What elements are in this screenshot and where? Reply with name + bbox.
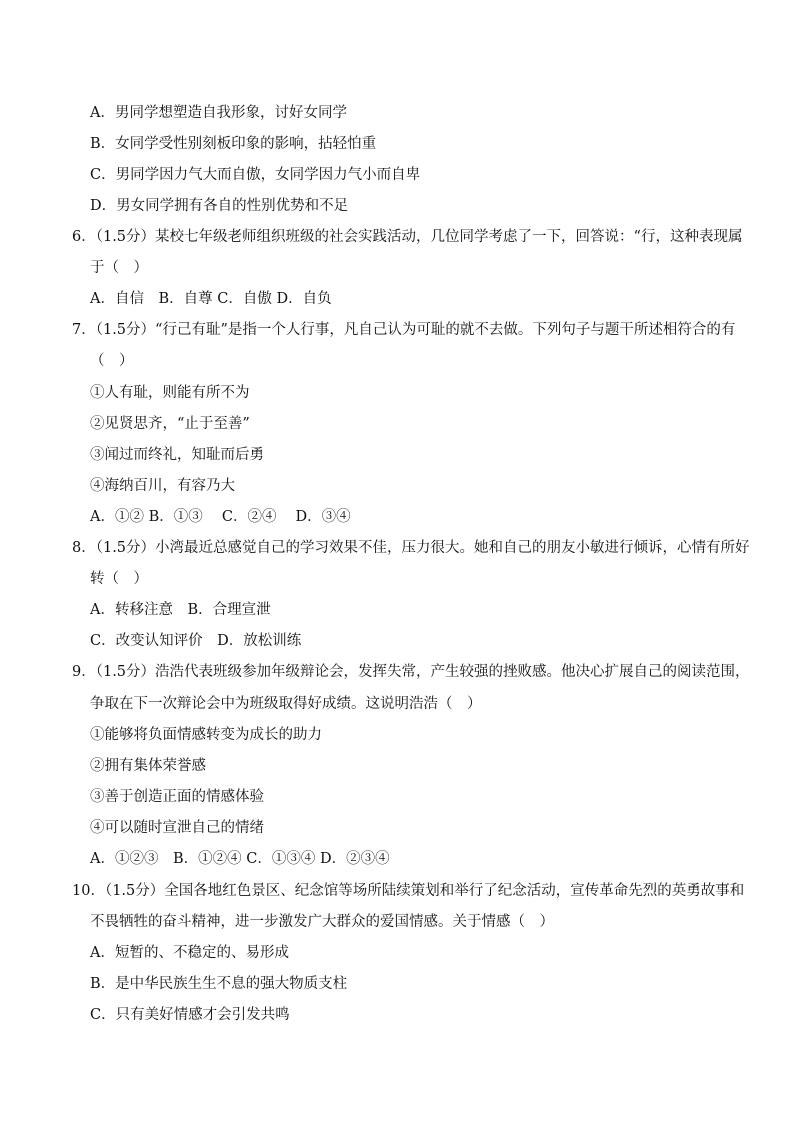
question-8-stem-continued: 转（ ）	[90, 571, 148, 587]
question-6-options: A．自信 B．自尊 C．自傲 D．自负	[90, 291, 332, 307]
question-9-item-3: ③善于创造正面的情感体验	[90, 789, 264, 805]
question-7-stem: 7．（1.5分）“行己有耻”是指一个人行事，凡自己认为可耻的就不去做。下列句子与题干所述相符合的有	[72, 322, 736, 338]
question-9-item-1: ①能够将负面情感转变为成长的助力	[90, 727, 322, 743]
question-7-item-1: ①人有耻，则能有所不为	[90, 385, 250, 401]
question-9-item-2: ②拥有集体荣誉感	[90, 758, 206, 774]
question-10-option-a: A．短暂的、不稳定的、易形成	[90, 945, 289, 961]
question-10-option-c: C．只有美好情感才会引发共鸣	[90, 1007, 290, 1023]
question-7-stem-continued: （ ）	[90, 353, 134, 369]
question-10-stem: 10．（1.5分）全国各地红色景区、纪念馆等场所陆续策划和举行了纪念活动，宣传革命先烈的英勇故事和	[72, 883, 745, 899]
question-6-stem-continued: 于（ ）	[90, 260, 148, 276]
question-9-stem: 9．（1.5分）浩浩代表班级参加年级辩论会，发挥失常，产生较强的挫败感。他决心扩展自己的阅读范围，	[72, 664, 750, 680]
question-9-options: A．①②③ B．①②④ C．①③④ D．②③④	[90, 851, 390, 867]
question-7-item-4: ④海纳百川，有容乃大	[90, 478, 235, 494]
option-line: C．男同学因力气大而自傲，女同学因力气小而自卑	[90, 167, 421, 183]
option-line: D．男女同学拥有各自的性别优势和不足	[90, 198, 349, 214]
option-line: A．男同学想塑造自我形象，讨好女同学	[90, 105, 347, 121]
question-9-item-4: ④可以随时宣泄自己的情绪	[90, 820, 264, 836]
question-10-option-b: B．是中华民族生生不息的强大物质支柱	[90, 976, 348, 992]
question-7-item-3: ③闻过而终礼，知耻而后勇	[90, 447, 264, 463]
question-8-options-cd: C．改变认知评价 D．放松训练	[90, 633, 302, 649]
question-6-stem: 6．（1.5分）某校七年级老师组织班级的社会实践活动，几位同学考虑了一下，回答说：“行，这种表现属	[72, 229, 743, 245]
question-7-item-2: ②见贤思齐，“止于至善”	[90, 416, 250, 432]
option-line: B．女同学受性别刻板印象的影响，拈轻怕重	[90, 136, 377, 152]
question-8-options-ab: A．转移注意 B．合理宣泄	[90, 602, 271, 618]
question-8-stem: 8．（1.5分）小湾最近总感觉自己的学习效果不佳，压力很大。她和自己的朋友小敏进行倾诉，心情有所好	[72, 540, 750, 556]
question-7-options: A．①② B．①③ C．②④ D．③④	[90, 509, 351, 525]
question-10-stem-continued: 不畏牺牲的奋斗精神，进一步激发广大群众的爱国情感。关于情感（ ）	[90, 914, 554, 930]
question-9-stem-continued: 争取在下一次辩论会中为班级取得好成绩。这说明浩浩（ ）	[90, 696, 482, 712]
